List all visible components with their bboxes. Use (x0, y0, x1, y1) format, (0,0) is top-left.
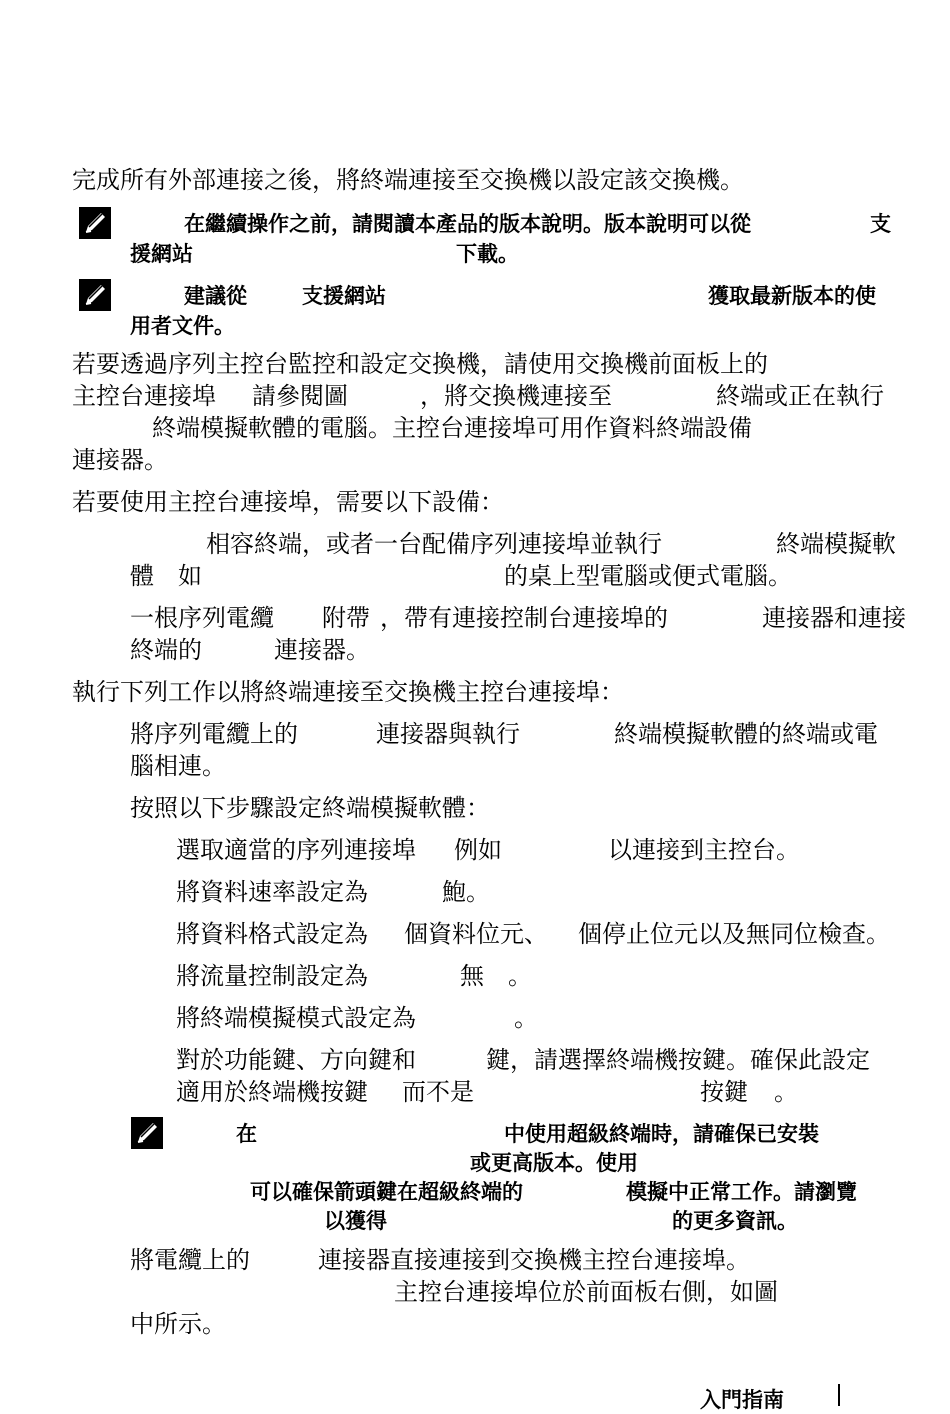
footer-divider (838, 1384, 840, 1406)
note2-text-d: 用者文件。 (130, 314, 235, 338)
note3-text-c: 或更高版本。使用 (470, 1151, 638, 1175)
note3-text-g: 的更多資訊。 (672, 1209, 798, 1233)
substep-6-b: 鍵，請選擇終端機按鍵。確保此設定 (486, 1046, 870, 1074)
console-para-line2-b: 請參閱圖 (252, 382, 348, 410)
substep-4-c: 。 (508, 962, 532, 990)
substep-1-a: 選取適當的序列連接埠 (176, 836, 416, 864)
note1-text-d: 下載。 (456, 242, 519, 266)
equipment-item-2-a: 一根序列電纜 (130, 604, 274, 632)
note1-text-c: 援網站 (130, 242, 193, 266)
tasks-intro: 執行下列工作以將終端連接至交換機主控台連接埠： (72, 678, 624, 706)
note1-text-b: 支 (870, 212, 891, 236)
substep-4-a: 將流量控制設定為 (176, 962, 368, 990)
console-para-line2-d: 終端或正在執行 (716, 382, 884, 410)
console-para-line2-a: 主控台連接埠 (72, 382, 216, 410)
note3-text-f: 以獲得 (324, 1209, 387, 1233)
equipment-item-2-d: 連接器和連接 (762, 604, 906, 632)
note-pencil-icon (78, 278, 112, 312)
console-para-line2-c: ，將交換機連接至 (420, 382, 612, 410)
note3-text-e: 模擬中正常工作。請瀏覽 (626, 1180, 857, 1204)
equipment-item-1-a: 相容終端，或者一台配備序列連接埠並執行 (206, 530, 662, 558)
console-para-line4: 連接器。 (72, 446, 168, 474)
note1-text-a: 在繼續操作之前，請閱讀本產品的版本說明。版本說明可以從 (184, 212, 751, 236)
note3-text-a: 在 (236, 1122, 257, 1146)
substep-4-b: 無 (460, 962, 484, 990)
substep-1-b: 例如 (454, 836, 502, 864)
equipment-item-1-d: 如 (178, 562, 202, 590)
task1-b: 連接器與執行 (376, 720, 520, 748)
equipment-item-1-b: 終端模擬軟 (776, 530, 896, 558)
intro-text: 完成所有外部連接之後，將終端連接至交換機以設定該交換機。 (72, 166, 744, 194)
substep-5-a: 將終端模擬模式設定為 (176, 1004, 416, 1032)
note3-text-b: 中使用超級終端時，請確保已安裝 (504, 1122, 819, 1146)
substep-3-b: 個資料位元、 (404, 920, 548, 948)
substep-2-b: 鮑。 (442, 878, 490, 906)
console-para-line3: 終端模擬軟體的電腦。主控台連接埠可用作資料終端設備 (152, 414, 752, 442)
note-pencil-icon (130, 1116, 164, 1150)
note2-text-a: 建議從 (184, 284, 247, 308)
substep-3-c: 個停止位元以及無同位檢查。 (578, 920, 890, 948)
footer-title: 入門指南 (700, 1388, 784, 1412)
task1-d: 腦相連。 (130, 752, 226, 780)
substep-5-b: 。 (514, 1004, 538, 1032)
substep-6-d: 而不是 (402, 1078, 474, 1106)
task1-a: 將序列電纜上的 (130, 720, 298, 748)
substep-6-e: 按鍵 (700, 1078, 748, 1106)
note2-text-c: 獲取最新版本的使 (708, 284, 876, 308)
substep-3-a: 將資料格式設定為 (176, 920, 368, 948)
task3-d: 中所示。 (130, 1310, 226, 1338)
task3-a: 將電纜上的 (130, 1246, 250, 1274)
equipment-item-2-c: ，帶有連接控制台連接埠的 (380, 604, 668, 632)
equipment-item-1-e: 的桌上型電腦或便式電腦。 (504, 562, 792, 590)
equipment-item-1-c: 體 (130, 562, 154, 590)
task3-c: 主控台連接埠位於前面板右側，如圖 (394, 1278, 778, 1306)
substep-6-a: 對於功能鍵、方向鍵和 (176, 1046, 416, 1074)
substep-1-c: 以連接到主控台。 (608, 836, 800, 864)
substep-6-f: 。 (774, 1078, 798, 1106)
task1-c: 終端模擬軟體的終端或電 (614, 720, 878, 748)
substep-6-c: 適用於終端機按鍵 (176, 1078, 368, 1106)
substep-2-a: 將資料速率設定為 (176, 878, 368, 906)
note2-text-b: 支援網站 (302, 284, 386, 308)
equipment-item-2-b: 附帶 (322, 604, 370, 632)
note3-text-d: 可以確保箭頭鍵在超級終端的 (250, 1180, 523, 1204)
equipment-intro: 若要使用主控台連接埠，需要以下設備： (72, 488, 504, 516)
task3-b: 連接器直接連接到交換機主控台連接埠。 (318, 1246, 750, 1274)
console-para-line1: 若要透過序列主控台監控和設定交換機，請使用交換機前面板上的 (72, 350, 768, 378)
note-pencil-icon (78, 206, 112, 240)
equipment-item-2-e: 終端的 (130, 636, 202, 664)
task2-intro: 按照以下步驟設定終端模擬軟體： (130, 794, 490, 822)
equipment-item-2-f: 連接器。 (274, 636, 370, 664)
